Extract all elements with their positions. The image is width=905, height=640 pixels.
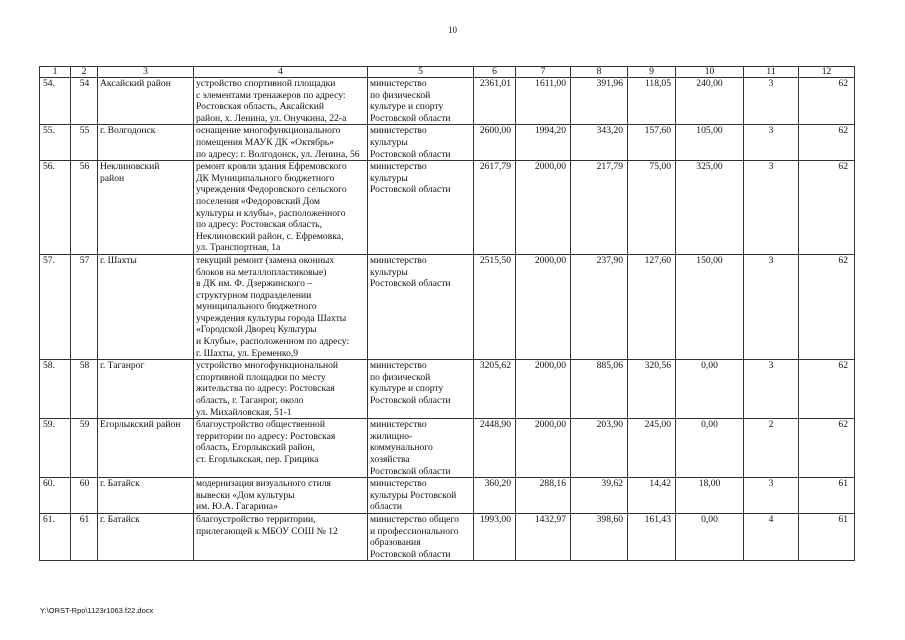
data-table [39,66,855,561]
cell-description [194,513,368,560]
cell-value-12 [799,125,855,161]
cell-total [474,161,516,255]
cell-row-number-text: 58. [43,360,55,372]
cell-value-11 [744,419,799,478]
cell-value-10 [676,360,744,419]
cell-value-8-text: 398,60 [596,513,623,525]
cell-total-text: 2600,00 [479,125,511,137]
cell-value-9-text: 118,05 [644,78,671,89]
cell-value-8 [571,254,628,359]
table-row [40,161,855,255]
cell-ministry-text: министерство общего и профессионального образования Ростовской области [370,513,459,560]
cell-value-8 [571,419,628,478]
cell-value-10-text: 105,00 [696,125,723,137]
cell-total [474,478,516,514]
cell-value-12 [799,161,855,255]
cell-value-11-text: 2 [768,419,774,431]
cell-ministry [368,360,474,419]
col-header: 2 [71,67,98,78]
cell-row-number [40,78,71,125]
cell-description [194,419,368,478]
cell-value-11-text: 3 [768,254,774,266]
cell-value-7 [516,360,571,419]
cell-ministry-text: министерство культуры Ростовской области [370,125,451,160]
cell-row-number [40,125,71,161]
cell-value-7 [516,254,571,359]
cell-value-8-text: 217,79 [596,161,623,173]
cell-value-11 [744,78,799,125]
cell-index [71,419,98,478]
col-header: 8 [571,67,628,78]
cell-total-text: 2515,50 [479,254,511,266]
cell-value-9 [628,161,676,255]
cell-value-7-text: 288,16 [539,478,566,490]
cell-row-number [40,360,71,419]
table-row [40,360,855,419]
cell-value-12-text: 62 [838,360,848,372]
cell-value-9 [628,360,676,419]
cell-value-11-text: 3 [768,360,774,372]
cell-value-7 [516,419,571,478]
cell-row-number [40,161,71,255]
cell-row-number-text: 61. [43,513,55,525]
cell-ministry [368,125,474,161]
cell-value-11 [744,478,799,514]
cell-index-text: 61 [79,513,90,525]
cell-municipality [98,360,194,419]
cell-value-9-text: 127,60 [644,254,671,266]
cell-value-9 [628,254,676,359]
cell-value-9-text: 157,60 [644,125,671,137]
cell-index-text: 54 [79,78,90,89]
cell-value-8 [571,478,628,514]
col-header: 4 [194,67,368,78]
cell-value-7-text: 2000,00 [534,161,566,173]
cell-description-text: устройство многофункциональной спортивной площадки по месту жительства по адресу: Ростовская область, г. Таганрог, около ул. Михайловская, 51-1 [196,360,339,418]
cell-value-9-text: 75,00 [649,161,671,173]
cell-ministry-text: министерство по физической культуре и спорту Ростовской области [370,360,451,407]
cell-value-8-text: 39,62 [601,478,623,490]
cell-total-text: 360,20 [484,478,511,490]
cell-value-10 [676,478,744,514]
cell-value-12-text: 62 [838,78,848,89]
cell-total [474,254,516,359]
cell-total-text: 2361,01 [479,78,511,89]
cell-value-10-text: 18,00 [698,478,721,490]
cell-value-7 [516,125,571,161]
cell-value-11 [744,161,799,255]
cell-municipality-text: Неклиновский район [100,161,160,184]
cell-ministry-text: министерство по физической культуре и спорту Ростовской области [370,78,451,124]
cell-value-10-text: 325,00 [696,161,723,173]
cell-row-number [40,254,71,359]
cell-value-10-text: 150,00 [696,254,723,266]
cell-value-7-text: 2000,00 [534,419,566,431]
cell-value-10-text: 0,00 [701,419,718,431]
cell-municipality-text: г. Шахты [100,254,137,266]
cell-description-text: благоустройство общественной территории по адресу: Ростовская область, Егорлыкский район, ст. Егорлыкская, пер. Грицика [196,419,336,465]
cell-value-9-text: 320,56 [644,360,671,372]
cell-description [194,125,368,161]
col-header: 6 [474,67,516,78]
cell-total [474,419,516,478]
cell-value-9 [628,513,676,560]
cell-municipality-text: г. Таганрог [100,360,145,372]
cell-ministry-text: министерство культуры Ростовской области [370,161,451,196]
cell-index [71,254,98,359]
cell-value-9 [628,78,676,125]
cell-row-number [40,513,71,560]
cell-value-7 [516,161,571,255]
cell-row-number-text: 56. [43,161,55,173]
cell-value-7-text: 1432,97 [534,513,566,525]
cell-value-10-text: 0,00 [701,513,718,525]
cell-value-7 [516,513,571,560]
cell-municipality-text: г. Волгодонск [100,125,156,137]
table-row [40,125,855,161]
cell-ministry-text: министерство культуры Ростовской области [370,254,451,290]
table-row [40,419,855,478]
cell-index-text: 58 [79,360,90,372]
cell-value-9-text: 14,42 [649,478,671,490]
cell-total [474,125,516,161]
cell-ministry [368,419,474,478]
cell-value-11-text: 3 [768,125,774,137]
table-row [40,478,855,514]
cell-total [474,513,516,560]
cell-value-9-text: 245,00 [644,419,671,431]
cell-index [71,513,98,560]
cell-value-11 [744,360,799,419]
cell-index [71,125,98,161]
col-header: 3 [98,67,194,78]
col-header: 1 [40,67,71,78]
cell-municipality-text: Аксайский район [100,78,171,89]
col-header: 7 [516,67,571,78]
cell-value-8 [571,360,628,419]
table-row [40,513,855,560]
cell-municipality [98,419,194,478]
cell-total [474,78,516,125]
cell-index-text: 57 [79,254,90,266]
cell-value-10 [676,161,744,255]
table-row [40,78,855,125]
cell-value-7 [516,78,571,125]
cell-value-8-text: 203,90 [596,419,623,431]
cell-value-12 [799,78,855,125]
cell-total-text: 3205,62 [479,360,511,372]
cell-municipality [98,161,194,255]
cell-description-text: благоустройство территории, прилегающей к МБОУ СОШ № 12 [196,513,338,537]
cell-value-9 [628,478,676,514]
cell-ministry [368,513,474,560]
cell-value-12 [799,513,855,560]
cell-total-text: 2617,79 [479,161,511,173]
cell-municipality [98,513,194,560]
cell-value-12-text: 62 [838,125,848,137]
page-number: 10 [448,25,457,35]
cell-index [71,360,98,419]
cell-ministry [368,254,474,359]
cell-ministry [368,78,474,125]
cell-description-text: текущий ремонт (замена оконных блоков на металлопластиковые) в ДК им. Ф. Дзержинского – структурном подразделении муниципального бюджетного учреждения культуры города Шахты «Городской Дворец Культуры и Клубы», расположенном по адресу: г. Шахты, ул. Еременко,9 [196,254,350,359]
cell-index [71,78,98,125]
cell-index-text: 55 [79,125,90,137]
cell-value-10 [676,125,744,161]
cell-description-text: оснащение многофункционального помещения МАУК ДК «Октябрь» по адресу: г. Волгодонск, ул. Ленина, 56 [196,125,360,160]
cell-value-11-text: 4 [768,513,774,525]
cell-municipality [98,78,194,125]
cell-ministry-text: министерство жилищно- коммунального хозяйства Ростовской области [370,419,451,477]
cell-total-text: 2448,90 [479,419,511,431]
cell-value-8 [571,125,628,161]
cell-value-12-text: 61 [838,478,848,490]
cell-municipality [98,478,194,514]
cell-value-12 [799,254,855,359]
cell-row-number-text: 54. [43,78,55,89]
cell-ministry [368,478,474,514]
cell-value-12-text: 62 [838,254,848,266]
cell-municipality-text: г. Батайск [100,478,140,490]
cell-value-8-text: 885,06 [596,360,623,372]
cell-index-text: 59 [79,419,90,431]
cell-value-10 [676,254,744,359]
cell-value-12 [799,478,855,514]
cell-value-8 [571,161,628,255]
cell-value-9 [628,125,676,161]
cell-municipality [98,254,194,359]
header-row [40,67,855,78]
cell-value-12 [799,360,855,419]
cell-value-10-text: 240,00 [696,78,723,89]
table-row [40,254,855,359]
cell-value-9-text: 161,43 [644,513,671,525]
cell-value-10-text: 0,00 [701,360,718,372]
cell-value-8-text: 343,20 [596,125,623,137]
cell-value-7-text: 2000,00 [534,360,566,372]
cell-total-text: 1993,00 [479,513,511,525]
cell-row-number-text: 57. [43,254,55,266]
cell-index [71,161,98,255]
cell-value-10 [676,419,744,478]
cell-value-10 [676,78,744,125]
cell-value-9 [628,419,676,478]
cell-row-number [40,478,71,514]
cell-ministry [368,161,474,255]
cell-description [194,478,368,514]
cell-municipality-text: Егорлыкский район [100,419,181,431]
cell-row-number-text: 60. [43,478,55,490]
cell-index [71,478,98,514]
cell-row-number-text: 59. [43,419,55,431]
col-header: 11 [744,67,799,78]
cell-total [474,360,516,419]
cell-value-11-text: 3 [768,161,774,173]
cell-index-text: 60 [79,478,90,490]
cell-description [194,360,368,419]
cell-municipality [98,125,194,161]
cell-index-text: 56 [79,161,90,173]
cell-value-11-text: 3 [768,78,774,89]
col-header: 5 [368,67,474,78]
cell-ministry-text: министерство культуры Ростовской области [370,478,457,513]
cell-row-number [40,419,71,478]
col-header: 9 [628,67,676,78]
cell-row-number-text: 55. [43,125,55,137]
cell-value-7-text: 1611,00 [535,78,566,89]
cell-value-7-text: 1994,20 [534,125,566,137]
cell-value-11 [744,254,799,359]
cell-value-7 [516,478,571,514]
cell-value-11-text: 3 [768,478,774,490]
cell-value-12-text: 61 [838,513,848,525]
cell-municipality-text: г. Батайск [100,513,140,525]
cell-value-12 [799,419,855,478]
col-header: 12 [799,67,855,78]
cell-value-8 [571,78,628,125]
cell-description-text: ремонт кровли здания Ефремовского ДК Муниципального бюджетного учреждения Федоровского сельского поселения «Федоровский Дом культуры и клубы», расположенного по адресу: Ростовская область, Неклиновский район, с. Ефремовка, ул. Транспортная, 1а [196,161,347,254]
cell-description [194,161,368,255]
cell-value-11 [744,513,799,560]
cell-value-12-text: 62 [838,161,848,173]
cell-value-12-text: 62 [838,419,848,431]
cell-value-8 [571,513,628,560]
cell-description [194,254,368,359]
cell-value-8-text: 237,90 [596,254,623,266]
cell-value-8-text: 391,96 [596,78,623,89]
cell-value-10 [676,513,744,560]
cell-value-7-text: 2000,00 [534,254,566,266]
file-path-footer: Y:\ORST-Rpo\1123r1063.f22.docx [40,606,154,615]
col-header: 10 [676,67,744,78]
cell-description-text: модернизация визуального стиля вывески «Дом культуры им. Ю.А. Гагарина» [196,478,331,513]
cell-description [194,78,368,125]
cell-description-text: устройство спортивной площадки с элементами тренажеров по адресу: Ростовская область, Аксайский район, х. Ленина, ул. Онучкина, 22-а [196,78,347,124]
cell-value-11 [744,125,799,161]
